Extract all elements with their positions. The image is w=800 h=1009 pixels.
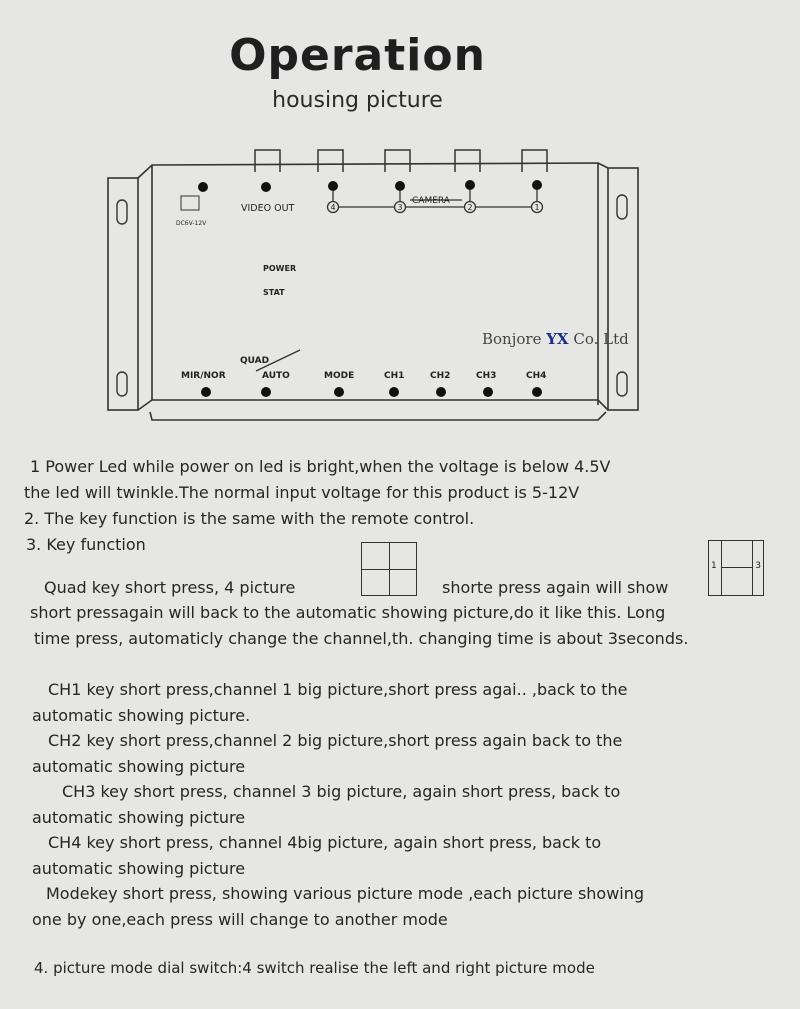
ch4-label: CH4 <box>526 371 547 381</box>
video-out-label: VIDEO OUT <box>241 203 295 214</box>
watermark-suffix: Co. Ltd <box>568 330 629 348</box>
top-holes <box>198 180 542 192</box>
page-subtitle: housing picture <box>272 88 443 113</box>
bottom-buttons <box>201 387 542 397</box>
power-label: POWER <box>263 264 297 273</box>
port-2-label: 2 <box>467 203 473 212</box>
text-line-3: 2. The key function is the same with the remote control. <box>24 509 475 528</box>
watermark-brand: YX <box>546 330 569 348</box>
watermark-prefix: Bonjore <box>482 330 547 348</box>
port-4-label: 4 <box>330 203 336 212</box>
ch1-label: CH1 <box>384 371 405 381</box>
text-line-4: 3. Key function <box>26 535 146 554</box>
text-line-17: one by one,each press will change to another mode <box>32 910 448 929</box>
mode-key-text: Modekey short press, showing various picture mode ,each picture showing <box>46 884 645 903</box>
port-3-label: 3 <box>397 203 403 212</box>
top-connectors <box>255 150 547 172</box>
text-line-9: automatic showing picture. <box>32 706 251 725</box>
three-picture-icon <box>708 540 764 596</box>
watermark <box>482 330 629 348</box>
text-line-6: short pressagain will back to the automatic showing picture,do it like this. Long <box>30 603 666 622</box>
tri-icon-right-label: 3 <box>755 561 761 571</box>
text-line-7: time press, automaticly change the channel,th. changing time is about 3seconds. <box>34 629 689 648</box>
ch2-key-text: CH2 key short press,channel 2 big picture,short press again back to the <box>48 731 623 750</box>
stat-label: STAT <box>263 288 285 297</box>
text-line-2: the led will twinkle.The normal input voltage for this product is 5-12V <box>24 483 580 502</box>
text-line-18: 4. picture mode dial switch:4 switch realise the left and right picture mode <box>34 959 595 977</box>
ch3-label: CH3 <box>476 371 497 381</box>
housing-body <box>108 163 638 420</box>
quad-label: QUAD <box>240 356 270 366</box>
port-1-label: 1 <box>534 203 540 212</box>
quad-again-text: shorte press again will show <box>442 578 669 597</box>
mode-label: MODE <box>324 371 355 381</box>
ch3-key-text: CH3 key short press, channel 3 big picture, again short press, back to <box>62 782 621 801</box>
ch4-key-text: CH4 key short press, channel 4big picture, again short press, back to <box>48 833 602 852</box>
quad-key-text: Quad key short press, 4 picture <box>44 578 296 597</box>
tri-icon-left-label: 1 <box>711 561 717 571</box>
page-title: Operation <box>229 30 486 81</box>
ch1-key-text: CH1 key short press,channel 1 big picture,short press agai.. ,back to the <box>48 680 628 699</box>
camera-label: CAMERA <box>412 196 450 206</box>
text-line-1: 1 Power Led while power on led is bright,when the voltage is below 4.5V <box>30 457 611 476</box>
dc-voltage-label: DC6V-12V <box>176 220 207 227</box>
ch2-label: CH2 <box>430 371 451 381</box>
quad-picture-icon <box>361 542 417 596</box>
auto-label: AUTO <box>262 371 290 381</box>
mir-nor-label: MIR/NOR <box>181 371 226 381</box>
text-line-11: automatic showing picture <box>32 757 246 776</box>
dc-jack-icon <box>181 196 199 210</box>
text-line-15: automatic showing picture <box>32 859 246 878</box>
text-line-13: automatic showing picture <box>32 808 246 827</box>
